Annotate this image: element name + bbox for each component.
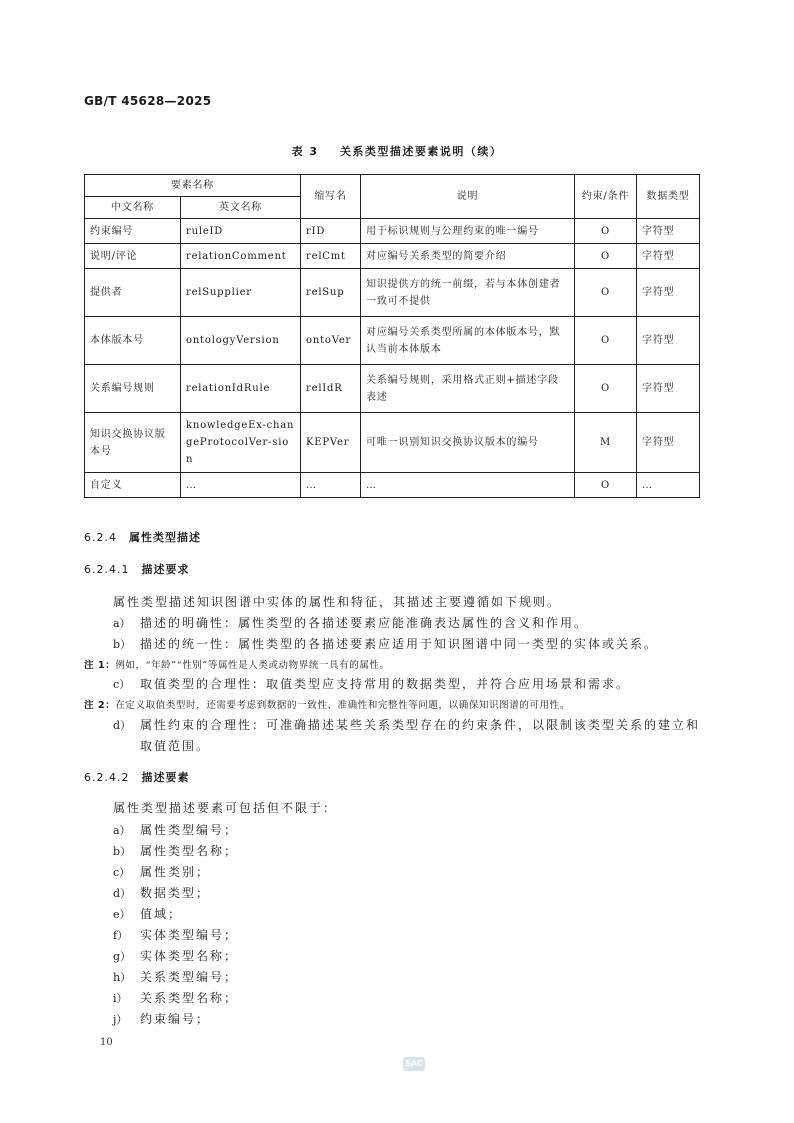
- list-text: 属性类别；: [140, 865, 211, 879]
- list-item: [113, 635, 658, 652]
- cell-data-type: 字符型: [637, 413, 700, 473]
- note: [84, 697, 570, 711]
- cell-en-name: ruleID: [181, 219, 301, 244]
- list-label: h）: [113, 971, 132, 984]
- list-text: 约束编号；: [140, 1012, 211, 1026]
- list-label: d）: [113, 887, 132, 900]
- list-item: [113, 926, 238, 943]
- note: [84, 657, 390, 671]
- note-label: 注 2：: [84, 700, 116, 711]
- cell-abbr: …: [301, 473, 361, 498]
- list-text: 描述的明确性：属性类型的各描述要素应能准确表达属性的含义和作用。: [140, 616, 589, 630]
- section-number: 6.2.4: [84, 531, 117, 544]
- list-item: [113, 947, 238, 964]
- list-item: [113, 821, 238, 838]
- cell-constraint: O: [575, 219, 637, 244]
- table-title: 表 3 关系类型描述要素说明（续）: [291, 145, 503, 158]
- list-item-continuation: 取值范围。: [140, 739, 211, 753]
- cell-cn-name: 自定义: [85, 473, 181, 498]
- list-label: j）: [113, 1013, 128, 1026]
- table-row: [85, 317, 700, 365]
- cell-cn-name: 知识交换协议版本号: [85, 413, 181, 473]
- cell-constraint: O: [575, 317, 637, 365]
- cell-cn-name: 说明/评论: [85, 244, 181, 269]
- list-text: 实体类型编号；: [140, 928, 239, 942]
- list-item: [113, 863, 210, 880]
- list-item: [113, 1010, 210, 1027]
- list-text: 关系类型名称；: [140, 991, 239, 1005]
- list-text: 属性类型编号；: [140, 823, 239, 837]
- cell-data-type: 字符型: [637, 219, 700, 244]
- section-title: 描述要素: [141, 771, 190, 784]
- cell-description: 用于标识规则与公理约束的唯一编号: [361, 219, 575, 244]
- list-label: g）: [113, 950, 132, 963]
- cell-en-name: relSupplier: [181, 269, 301, 317]
- cell-constraint: O: [575, 365, 637, 413]
- cell-abbr: relSup: [301, 269, 361, 317]
- table-row: [85, 365, 700, 413]
- list-label: i）: [113, 992, 128, 1005]
- list-label: a）: [113, 617, 131, 630]
- list-text: 数据类型；: [140, 886, 211, 900]
- section-heading-6-2-4-2: [84, 769, 189, 785]
- cell-cn-name: 关系编号规则: [85, 365, 181, 413]
- cell-abbr: rID: [301, 219, 361, 244]
- list-item: [113, 884, 210, 901]
- list-item: [113, 614, 588, 631]
- list-item: [113, 989, 238, 1006]
- cell-abbr: relIdR: [301, 365, 361, 413]
- publisher-logo: SAC: [403, 1057, 425, 1071]
- list-item: [113, 675, 630, 692]
- note-text: 例如，“年龄”“性别”等属性是人类或动物界统一具有的属性。: [115, 660, 390, 671]
- cell-en-name: ontologyVersion: [181, 317, 301, 365]
- cell-data-type: 字符型: [637, 244, 700, 269]
- list-item: [113, 842, 238, 859]
- table-row: [85, 269, 700, 317]
- cell-constraint: O: [575, 244, 637, 269]
- cell-description: 知识提供方的统一前缀，若与本体创建者一致可不提供: [361, 269, 575, 317]
- table-row: [85, 473, 700, 498]
- cell-description: 对应编号关系类型所属的本体版本号，默认当前本体版本: [361, 317, 575, 365]
- section-title: 属性类型描述: [129, 531, 201, 544]
- list-label: c）: [113, 678, 131, 691]
- list-item: [113, 905, 182, 922]
- section-heading-6-2-4-1: [84, 561, 189, 577]
- cell-description: 对应编号关系类型的简要介绍: [361, 244, 575, 269]
- list-text: 实体类型名称；: [140, 949, 239, 963]
- cell-abbr: KEPVer: [301, 413, 361, 473]
- list-label: e）: [113, 908, 131, 921]
- list-item: [113, 968, 238, 985]
- cell-abbr: relCmt: [301, 244, 361, 269]
- list-label: c）: [113, 866, 131, 879]
- cell-cn-name: 提供者: [85, 269, 181, 317]
- cell-description: 关系编号规则，采用格式正则+描述字段表述: [361, 365, 575, 413]
- cell-en-name: relationIdRule: [181, 365, 301, 413]
- list-label: f）: [113, 929, 129, 942]
- table-row: [85, 219, 700, 244]
- header-description: 说明: [361, 175, 575, 219]
- cell-data-type: 字符型: [637, 317, 700, 365]
- cell-constraint: O: [575, 269, 637, 317]
- list-text: 关系类型编号；: [140, 970, 239, 984]
- list-item: [113, 716, 700, 733]
- cell-constraint: M: [575, 413, 637, 473]
- header-en-name: 英文名称: [181, 197, 301, 219]
- cell-en-name: …: [181, 473, 301, 498]
- list-text: 属性约束的合理性：可准确描述某些关系类型存在的约束条件，以限制该类型关系的建立和: [140, 718, 701, 732]
- header-element-name: 要素名称: [85, 175, 301, 197]
- cell-description: 可唯一识别知识交换协议版本的编号: [361, 413, 575, 473]
- list-label: b）: [113, 845, 132, 858]
- header-abbr: 缩写名: [301, 175, 361, 219]
- list-text: 值域；: [140, 907, 183, 921]
- cell-en-name: knowledgeEx-changeProtocolVer-sion: [181, 413, 301, 473]
- list-label: d）: [113, 719, 132, 732]
- list-label: b）: [113, 638, 132, 651]
- cell-cn-name: 约束编号: [85, 219, 181, 244]
- cell-data-type: …: [637, 473, 700, 498]
- header-cn-name: 中文名称: [85, 197, 181, 219]
- cell-abbr: ontoVer: [301, 317, 361, 365]
- header-data-type: 数据类型: [637, 175, 700, 219]
- section-heading-6-2-4: [84, 529, 201, 545]
- relation-type-table: [84, 174, 700, 498]
- section-number: 6.2.4.1: [84, 563, 130, 576]
- cell-en-name: relationComment: [181, 244, 301, 269]
- cell-data-type: 字符型: [637, 269, 700, 317]
- cell-description: …: [361, 473, 575, 498]
- list-text: 描述的统一性：属性类型的各描述要素应适用于知识图谱中同一类型的实体或关系。: [140, 637, 659, 651]
- note-text: 在定义取值类型时，还需要考虑到数据的一致性、准确性和完整性等问题，以确保知识图谱的可用性。: [115, 700, 570, 711]
- list-text: 取值类型的合理性：取值类型应支持常用的数据类型，并符合应用场景和需求。: [140, 677, 631, 691]
- table-header-row: [85, 175, 700, 197]
- list-text: 属性类型名称；: [140, 844, 239, 858]
- cell-data-type: 字符型: [637, 365, 700, 413]
- header-constraint: 约束/条件: [575, 175, 637, 219]
- section-number: 6.2.4.2: [84, 771, 130, 784]
- cell-cn-name: 本体版本号: [85, 317, 181, 365]
- list-label: a）: [113, 824, 131, 837]
- paragraph-intro: 属性类型描述要素可包括但不限于：: [113, 801, 338, 815]
- table-row: [85, 413, 700, 473]
- table-row: [85, 244, 700, 269]
- standard-code: GB/T 45628—2025: [84, 94, 212, 108]
- note-label: 注 1：: [84, 660, 116, 671]
- paragraph-intro: 属性类型描述知识图谱中实体的属性和特征，其描述主要遵循如下规则。: [113, 595, 562, 609]
- cell-constraint: O: [575, 473, 637, 498]
- page-number: 10: [100, 1037, 113, 1048]
- section-title: 描述要求: [141, 563, 190, 576]
